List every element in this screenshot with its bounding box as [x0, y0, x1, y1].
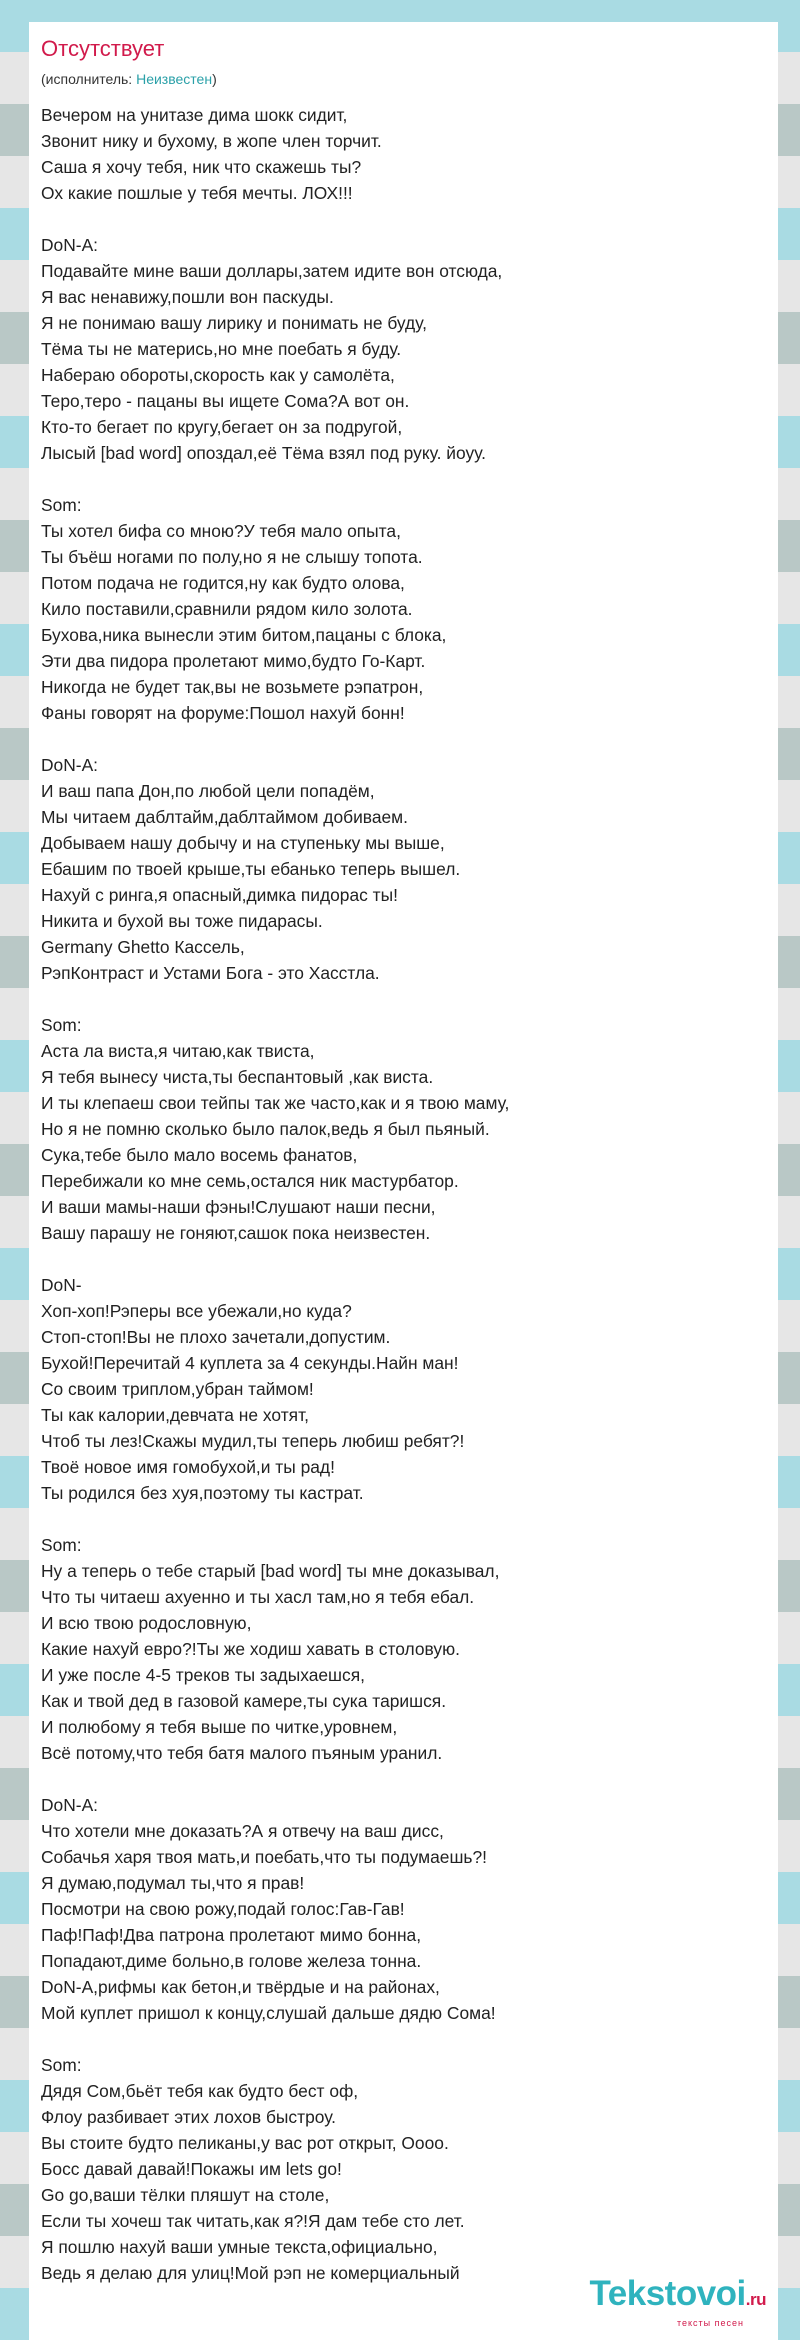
lyric-line: Эти два пидора пролетают мимо,будто Го-Карт. [41, 651, 426, 671]
lyric-line: Аста ла виста,я читаю,как твиста, [41, 1041, 315, 1061]
stanza-break [41, 1246, 761, 1272]
lyric-line: Набераю обороты,скорость как у самолёта, [41, 365, 395, 385]
lyric-line: Ты хотел бифа со мною?У тебя мало опыта, [41, 521, 401, 541]
lyric-line: Go go,ваши тёлки пляшут на столе, [41, 2185, 330, 2205]
lyric-line: Мой куплет пришол к концу,слушай дальше дядю Сома! [41, 2003, 496, 2023]
logo-name: Tekstovoi [589, 2274, 746, 2313]
lyrics-body [41, 102, 761, 2286]
lyric-line: Я пошлю нахуй ваши умные текста,официально, [41, 2237, 438, 2257]
lyric-line: Паф!Паф!Два патрона пролетают мимо бонна, [41, 1925, 422, 1945]
lyric-line: Стоп-стоп!Вы не плохо зачетали,допустим. [41, 1327, 391, 1347]
lyric-line: Лысый [bad word] опоздал,её Тёма взял под руку. йоуу. [41, 443, 486, 463]
lyric-line: Сука,тебе было мало восемь фанатов, [41, 1145, 358, 1165]
lyric-line: Босс давай давай!Покажы им lets go! [41, 2159, 342, 2179]
lyric-line: Как и твой дед в газовой камере,ты сука таришся. [41, 1691, 447, 1711]
lyric-line: Нахуй с ринга,я опасный,димка пидорас ты! [41, 885, 398, 905]
lyric-line: Теро,теро - пацаны вы ищете Сома?А вот он. [41, 391, 410, 411]
lyric-line: Потом подача не годится,ну как будто олова, [41, 573, 405, 593]
lyric-line: Я тебя вынесу чиста,ты беспантовый ,как виста. [41, 1067, 434, 1087]
lyric-line: И ты клепаеш свои тейпы так же часто,как и я твою маму, [41, 1093, 510, 1113]
lyric-line: Вашу парашу не гоняют,сашок пока неизвестен. [41, 1223, 431, 1243]
lyric-line: Ты как калории,девчата не хотят, [41, 1405, 309, 1425]
lyric-line: Кило поставили,сравнили рядом кило золота. [41, 599, 413, 619]
lyric-line: Твоё новое имя гомобухой,и ты рад! [41, 1457, 335, 1477]
stanza-break [41, 1766, 761, 1792]
logo-tld: .ru [745, 2290, 766, 2309]
stanza-break [41, 726, 761, 752]
performer-suffix: ) [212, 71, 217, 87]
lyric-line: Ведь я делаю для улиц!Мой рэп не комерциальный [41, 2263, 460, 2283]
lyric-line: DoN-A: [41, 1795, 99, 1815]
lyric-line: Тёма ты не матерись,но мне поебать я буду. [41, 339, 402, 359]
lyric-line: Если ты хочеш так читать,как я?!Я дам тебе сто лет. [41, 2211, 465, 2231]
site-logo[interactable] [589, 2276, 766, 2328]
lyric-line: Вы стоите будто пеликаны,у вас рот открыт, Оооо. [41, 2133, 449, 2153]
lyric-line: Но я не помню сколько было палок,ведь я был пьяный. [41, 1119, 490, 1139]
lyric-line: DoN- [41, 1275, 82, 1295]
lyric-line: Вечером на унитазе дима шокк сидит, [41, 105, 348, 125]
lyric-line: И всю твою родословную, [41, 1613, 252, 1633]
stanza-break [41, 986, 761, 1012]
lyric-line: Кто-то бегает по кругу,бегает он за подругой, [41, 417, 403, 437]
lyric-line: Саша я хочу тебя, ник что скажешь ты? [41, 157, 362, 177]
lyric-line: И уже после 4-5 треков ты задыхаешся, [41, 1665, 365, 1685]
lyric-line: Какие нахуй евро?!Ты же ходиш хавать в столовую. [41, 1639, 460, 1659]
lyric-line: Ты бъёш ногами по полу,но я не слышу топота. [41, 547, 423, 567]
lyric-line: Попадают,диме больно,в голове железа тонна. [41, 1951, 422, 1971]
lyric-line: Дядя Сом,бьёт тебя как будто бест оф, [41, 2081, 359, 2101]
artist-link[interactable]: Неизвестен [136, 71, 213, 87]
lyric-line: Бухой!Перечитай 4 куплета за 4 секунды.Найн ман! [41, 1353, 459, 1373]
lyric-line: Что хотели мне доказать?А я отвечу на ваш дисс, [41, 1821, 444, 1841]
lyric-line: Я вас ненавижу,пошли вон паскуды. [41, 287, 334, 307]
stanza-break [41, 466, 761, 492]
lyric-line: Всё потому,что тебя батя малого пъяным уранил. [41, 1743, 443, 1763]
lyric-line: Что ты читаеш ахуенно и ты хасл там,но я тебя ебал. [41, 1587, 475, 1607]
lyric-line: Germany Ghetto Кассель, [41, 937, 245, 957]
performer-prefix: (исполнитель: [41, 71, 137, 87]
lyric-line: Никогда не будет так,вы не возьмете рэпатрон, [41, 677, 424, 697]
lyric-line: DoN-A,рифмы как бетон,и твёрдые и на районах, [41, 1977, 440, 1997]
lyric-line: Посмотри на свою рожу,подай голос:Гав-Гав! [41, 1899, 405, 1919]
lyric-line: Чтоб ты лез!Скажы мудил,ты теперь любиш ребят?! [41, 1431, 465, 1451]
logo-tagline: тексты песен [676, 2318, 744, 2328]
lyric-line: Ну а теперь о тебе старый [bad word] ты мне доказывал, [41, 1561, 500, 1581]
lyric-line: Собачья харя твоя мать,и поебать,что ты подумаешь?! [41, 1847, 487, 1867]
lyric-line: Ох какие пошлые у тебя мечты. ЛОХ!!! [41, 183, 353, 203]
lyric-line: И ваши мамы-наши фэны!Слушают наши песни, [41, 1197, 436, 1217]
lyric-line: DoN-A: [41, 755, 99, 775]
lyric-line: Som: [41, 2055, 82, 2075]
lyric-line: Я думаю,подумал ты,что я прав! [41, 1873, 305, 1893]
lyrics-page [29, 22, 778, 2340]
lyric-line: Со своим триплом,убран таймом! [41, 1379, 314, 1399]
lyric-line: Подавайте мине ваши доллары,затем идите вон отсюда, [41, 261, 503, 281]
lyric-line: DoN-A: [41, 235, 99, 255]
lyric-line: И полюбому я тебя выше по читке,уровнем, [41, 1717, 398, 1737]
song-title: Отсутствует [41, 36, 165, 61]
performer-line [41, 71, 217, 87]
lyric-line: Som: [41, 1535, 82, 1555]
stanza-break [41, 206, 761, 232]
lyric-line: Никита и бухой вы тоже пидарасы. [41, 911, 323, 931]
lyric-line: РэпКонтраст и Устами Бога - это Хасстла. [41, 963, 380, 983]
stanza-break [41, 1506, 761, 1532]
lyric-line: Ебашим по твоей крыше,ты ебанько теперь вышел. [41, 859, 461, 879]
lyric-line: Флоу разбивает этих лохов быстроу. [41, 2107, 337, 2127]
lyric-line: Я не понимаю вашу лирику и понимать не буду, [41, 313, 427, 333]
lyric-line: Фаны говорят на форуме:Пошол нахуй бонн! [41, 703, 405, 723]
stanza-break [41, 2026, 761, 2052]
lyric-line: Мы читаем даблтайм,даблтаймом добиваем. [41, 807, 408, 827]
lyric-line: И ваш папа Дон,по любой цели попадём, [41, 781, 375, 801]
lyric-line: Звонит нику и бухому, в жопе член торчит. [41, 131, 382, 151]
lyric-line: Som: [41, 495, 82, 515]
lyric-line: Ты родился без хуя,поэтому ты кастрат. [41, 1483, 364, 1503]
lyric-line: Хоп-хоп!Рэперы все убежали,но куда? [41, 1301, 352, 1321]
lyric-line: Перебижали ко мне семь,остался ник мастурбатор. [41, 1171, 459, 1191]
lyric-line: Бухова,ника вынесли этим битом,пацаны с блока, [41, 625, 447, 645]
lyric-line: Som: [41, 1015, 82, 1035]
logo-wordmark [589, 2276, 766, 2318]
lyric-line: Добываем нашу добычу и на ступеньку мы выше, [41, 833, 445, 853]
